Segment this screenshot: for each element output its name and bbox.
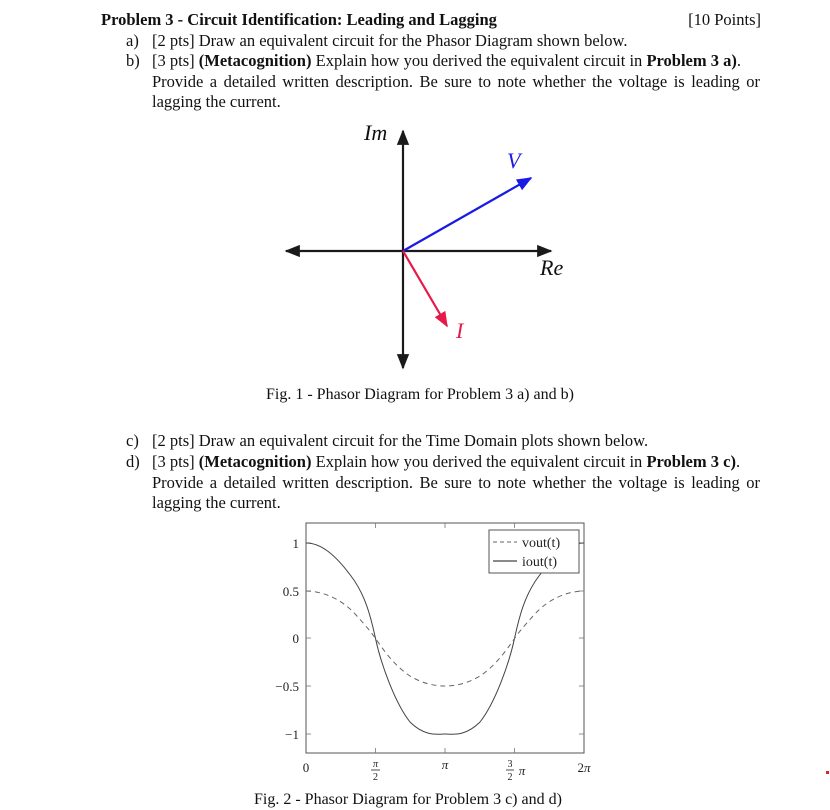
svg-text:π: π: [518, 763, 526, 778]
y-tick-label: 0.5: [282, 584, 299, 599]
metacognition-tag: (Metacognition): [198, 51, 312, 70]
imag-axis-label: Im: [364, 120, 388, 145]
problem-reference: Problem 3 a): [646, 51, 737, 70]
question-marker: c): [126, 431, 139, 450]
svg-text:3: 3: [507, 759, 513, 770]
svg-text:π: π: [372, 759, 379, 770]
points-label: [2 pts]: [152, 31, 195, 50]
red-marker-dot: [826, 771, 829, 774]
time-domain-plot: [0, 510, 830, 807]
period: .: [735, 452, 741, 471]
period: .: [736, 51, 741, 70]
svg-text:2: 2: [373, 772, 378, 783]
points-label: [3 pts]: [152, 452, 195, 471]
metacognition-tag: (Metacognition): [198, 452, 312, 471]
y-tick-label: 1: [292, 536, 299, 551]
vout-series: [306, 591, 584, 686]
y-tick-label: −0.5: [275, 679, 299, 694]
figure-2-caption: Fig. 2 - Phasor Diagram for Problem 3 c) and d): [254, 791, 562, 808]
x-tick-label-pi-over-2: [371, 759, 380, 783]
question-marker: a): [126, 31, 139, 50]
question-line-3: lagging the current.: [152, 92, 281, 111]
question-c: [126, 431, 766, 452]
legend-iout-label: iout(t): [522, 555, 557, 570]
problem-points: [10 Points]: [688, 10, 761, 29]
svg-text:2: 2: [507, 772, 513, 783]
question-d: [126, 452, 766, 514]
y-tick-labels: [275, 536, 299, 742]
question-line-2: Provide a detailed written description. Be sure to note whether the voltage is leading or: [152, 71, 760, 91]
current-vector: [403, 251, 447, 326]
question-marker: b): [126, 51, 140, 70]
svg-text:π: π: [441, 757, 449, 772]
question-line-3: lagging the current.: [152, 493, 281, 512]
question-marker: d): [126, 452, 140, 471]
real-axis-label: Re: [540, 255, 564, 280]
svg-text:2π: 2π: [577, 760, 591, 775]
question-description: Draw an equivalent circuit for the Phasor Diagram shown below.: [194, 31, 628, 50]
x-tick-label-3pi-over-2: [506, 759, 526, 783]
question-text: [152, 431, 760, 452]
problem-title: Problem 3 - Circuit Identification: Leading and Lagging: [101, 10, 497, 29]
points-label: [2 pts]: [152, 431, 195, 450]
voltage-label: V: [507, 148, 521, 173]
y-tick-label: −1: [285, 727, 299, 742]
question-text: [152, 452, 760, 514]
figure-1-caption: Fig. 1 - Phasor Diagram for Problem 3 a) and b): [266, 386, 574, 403]
y-tick-label: 0: [292, 631, 299, 646]
problem-reference: Problem 3 c): [646, 452, 736, 471]
phasor-diagram: [0, 0, 830, 400]
question-line-2: Provide a detailed written description. Be sure to note whether the voltage is leading or: [152, 472, 760, 492]
question-description: Explain how you derived the equivalent circuit in: [311, 51, 647, 70]
question-description: Explain how you derived the equivalent circuit in: [311, 452, 647, 471]
x-tick-label: 0: [302, 760, 310, 775]
points-label: [3 pts]: [152, 51, 195, 70]
x-tick-labels: [303, 757, 591, 783]
legend-vout-label: vout(t): [522, 536, 561, 551]
question-description: Draw an equivalent circuit for the Time Domain plots shown below.: [194, 431, 649, 450]
voltage-vector: [403, 178, 531, 251]
current-label: I: [456, 318, 464, 343]
